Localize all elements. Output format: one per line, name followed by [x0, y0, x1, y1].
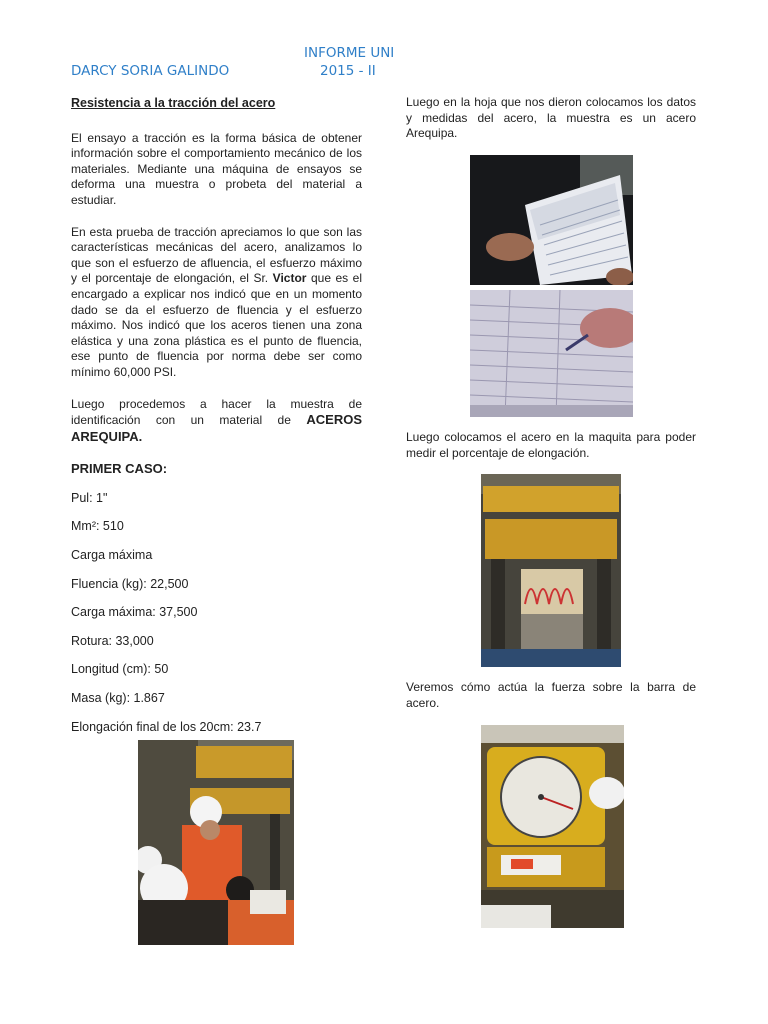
data-sheet-caption: Luego en la hoja que nos dieron colocamos los datos y medidas del acero, la muestra es un acero Arequipa.	[406, 95, 696, 141]
paragraph-text: que es el encargado a explicar nos indicó que en un momento dado se da el esfuerzo de fluencia y el esfuerzo máximo. Nos indicó que los aceros tienen una zona elástica y una zona plástica es el punto de fluencia, ese punto de fluencia por norma debe ser como mínimo 60,000 PSI.	[71, 271, 363, 379]
paragraph-text: En esta prueba de tracción apreciamos lo que son las características mecánicas del acero, analizamos lo que son el esfuerzo de afluencia, el esfuerzo máximo y el porcentaje de elongación, el Sr.	[71, 224, 362, 286]
photo-writing-on-data-sheet	[470, 290, 633, 417]
photo-tensile-testing-machine	[481, 474, 621, 667]
photo-force-dial-gauge	[481, 725, 624, 928]
machine-caption-block	[406, 430, 696, 461]
photo-students-at-machine	[138, 740, 294, 945]
force-caption: Veremos cómo actúa la fuerza sobre la barra de acero.	[406, 680, 696, 710]
photo-hand-holding-data-sheet-image	[470, 155, 633, 285]
photo-students-at-machine-image	[138, 740, 294, 945]
right-column	[406, 95, 696, 142]
photo-writing-on-data-sheet-image	[470, 290, 633, 417]
value-line: Elongación final de los 20cm: 23.7	[71, 719, 262, 734]
sample-paragraph	[71, 397, 362, 446]
value-line: Fluencia (kg): 22,500	[71, 576, 189, 591]
brand-name: ACEROS AREQUIPA.	[71, 412, 362, 444]
paragraph-text: Luego procedemos a hacer la muestra de identificación con un material de	[71, 396, 362, 428]
photo-hand-holding-data-sheet	[470, 155, 633, 285]
academic-term: 2015 - II	[320, 63, 376, 79]
section-title: Resistencia a la tracción del acero	[71, 96, 276, 110]
author-name: DARCY SORIA GALINDO	[71, 63, 230, 79]
report-title: INFORME UNI	[304, 45, 395, 61]
test-description-paragraph	[71, 225, 362, 381]
value-line: Pul: 1"	[71, 490, 108, 505]
case-title: PRIMER CASO:	[71, 461, 168, 477]
value-line: Masa (kg): 1.867	[71, 691, 165, 706]
machine-caption: Luego colocamos el acero en la maquita para poder medir el porcentaje de elongación.	[406, 430, 696, 460]
left-column	[71, 96, 362, 748]
value-line: Rotura: 33,000	[71, 633, 154, 648]
value-line: Carga máxima	[71, 548, 153, 563]
value-line: Carga máxima: 37,500	[71, 605, 198, 620]
force-caption-block	[406, 680, 696, 711]
instructor-name: Victor	[272, 271, 307, 286]
value-line: Mm²: 510	[71, 519, 124, 534]
photo-force-dial-gauge-image	[481, 725, 624, 928]
photo-tensile-testing-machine-image	[481, 474, 621, 667]
intro-paragraph: El ensayo a tracción es la forma básica de obtener información sobre el comportamiento mecánico de los materiales. Mediante una máquina de ensayos se deforma una muestra o probeta del material a estudiar.	[71, 130, 362, 207]
value-line: Longitud (cm): 50	[71, 662, 169, 677]
